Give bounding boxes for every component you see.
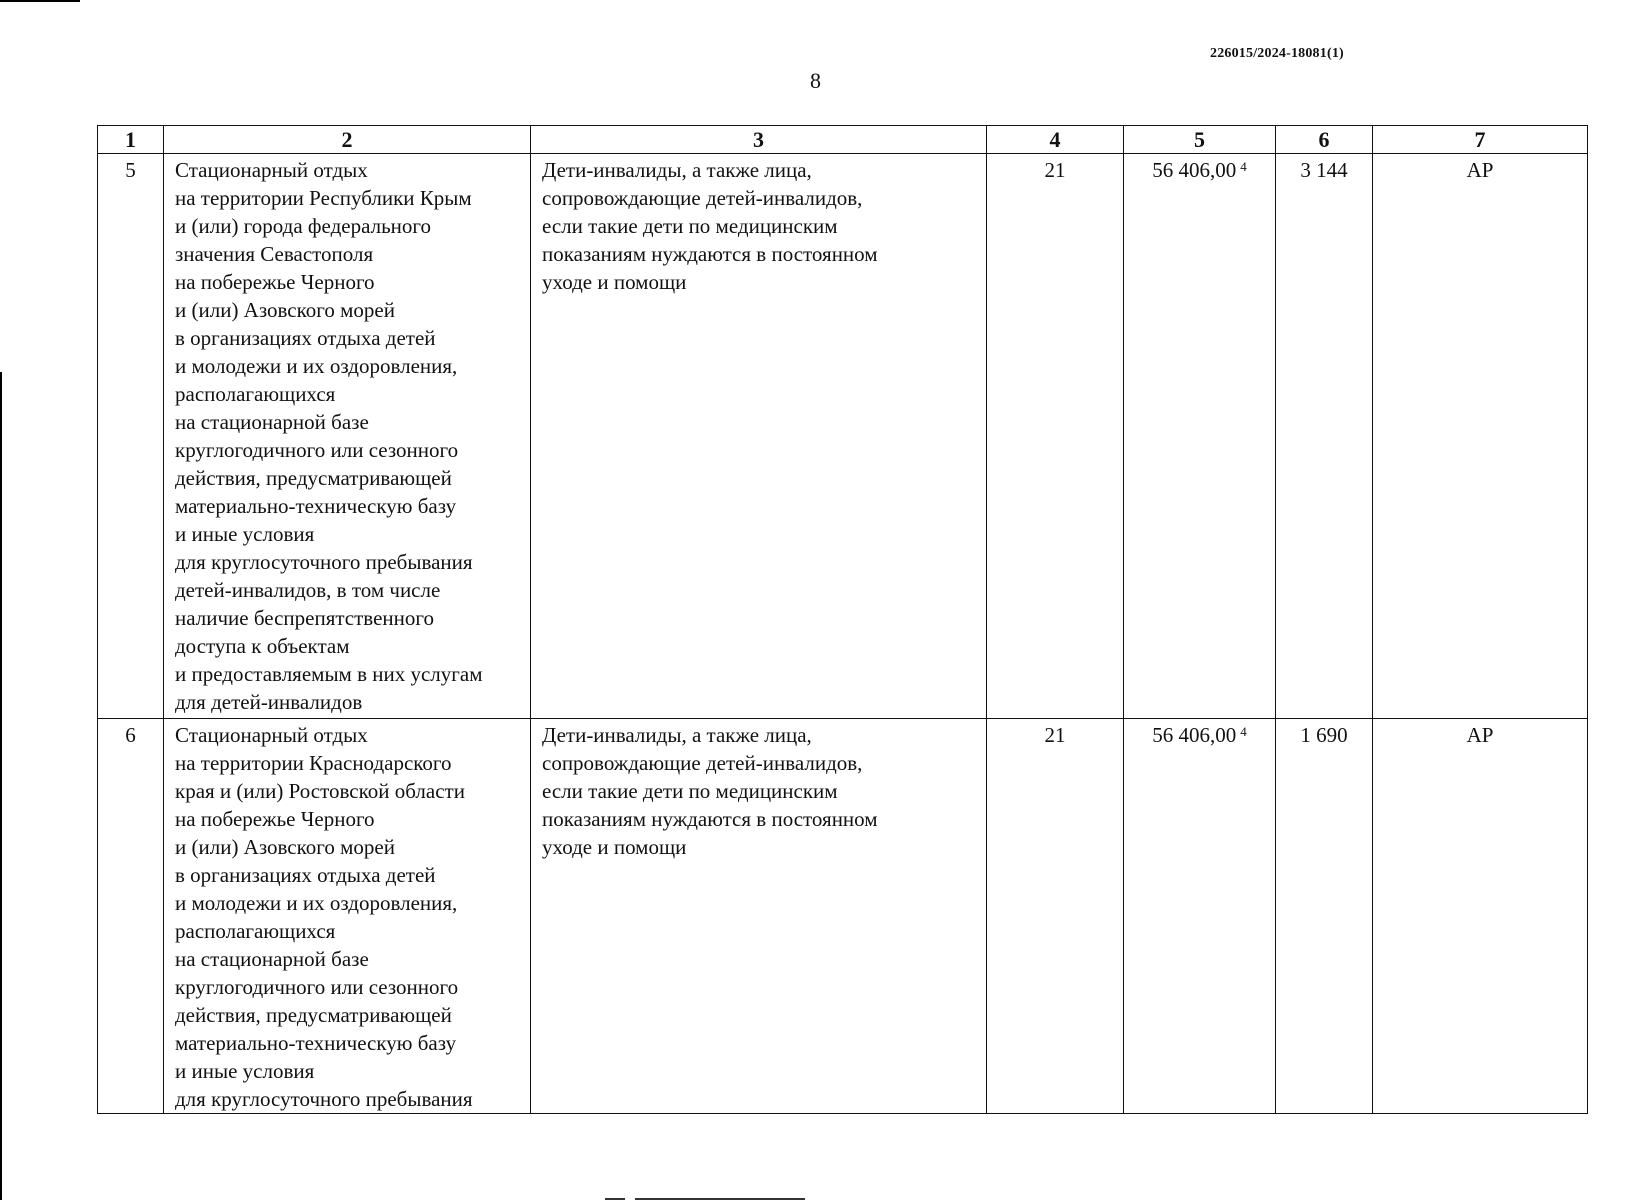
description-line: и молодежи и их оздоровления, — [175, 891, 458, 915]
service-description — [164, 719, 531, 1114]
description-line: для круглосуточного пребывания — [175, 1087, 473, 1111]
description-line: на территории Краснодарского — [175, 751, 452, 775]
recipient-category — [531, 719, 987, 1114]
description-line: детей-инвалидов, в том числе — [175, 578, 441, 602]
row-number: 6 — [98, 719, 164, 1114]
column-header-5: 5 — [1124, 126, 1276, 154]
column-header-6: 6 — [1276, 126, 1373, 154]
description-line: располагающихся — [175, 382, 336, 406]
days-value: 21 — [987, 154, 1124, 719]
category-line: если такие дети по медицинским — [542, 779, 838, 803]
description-line: и (или) Азовского морей — [175, 835, 395, 859]
price-value: 56 406,00 — [1152, 723, 1237, 747]
description-line: материально-техническую базу — [175, 1031, 457, 1055]
description-line: на стационарной базе — [175, 410, 369, 434]
days-value: 21 — [987, 719, 1124, 1114]
code-value: АР — [1373, 154, 1588, 719]
description-line: для круглосуточного пребывания — [175, 550, 473, 574]
price-cell — [1124, 719, 1276, 1114]
description-line: и молодежи и их оздоровления, — [175, 354, 458, 378]
category-line: сопровождающие детей-инвалидов, — [542, 186, 863, 210]
description-line: края и (или) Ростовской области — [175, 779, 465, 803]
description-line: и иные условия — [175, 522, 315, 546]
description-line: наличие беспрепятственного — [175, 606, 434, 630]
description-line: круглогодичного или сезонного — [175, 975, 459, 999]
scan-edge-top — [0, 0, 80, 2]
category-line: показаниям нуждаются в постоянном — [542, 242, 878, 266]
table-row — [98, 719, 1588, 1114]
service-description — [164, 154, 531, 719]
description-line: для детей-инвалидов — [175, 690, 363, 714]
description-line: и предоставляемым в них услугам — [175, 662, 483, 686]
category-line: Дети-инвалиды, а также лица, — [542, 158, 812, 182]
quantity-value: 1 690 — [1276, 719, 1373, 1114]
document-number: 226015/2024-18081(1) — [1210, 46, 1344, 61]
description-line: доступа к объектам — [175, 634, 350, 658]
description-line: располагающихся — [175, 919, 336, 943]
row-number: 5 — [98, 154, 164, 719]
description-line: на стационарной базе — [175, 947, 369, 971]
table-header-row — [98, 126, 1588, 154]
column-header-7: 7 — [1373, 126, 1588, 154]
table-row — [98, 154, 1588, 719]
page-number: 8 — [810, 68, 821, 93]
description-line: и иные условия — [175, 1059, 315, 1083]
column-header-3: 3 — [531, 126, 987, 154]
description-line: и (или) Азовского морей — [175, 298, 395, 322]
column-header-2: 2 — [164, 126, 531, 154]
category-line: Дети-инвалиды, а также лица, — [542, 723, 812, 747]
services-table — [97, 125, 1588, 1114]
quantity-value: 3 144 — [1276, 154, 1373, 719]
description-line: материально-техническую базу — [175, 494, 457, 518]
category-line: сопровождающие детей-инвалидов, — [542, 751, 863, 775]
description-line: круглогодичного или сезонного — [175, 438, 459, 462]
category-line: уходе и помощи — [542, 835, 687, 859]
column-header-4: 4 — [987, 126, 1124, 154]
description-line: на побережье Черного — [175, 807, 375, 831]
description-line: на побережье Черного — [175, 270, 375, 294]
description-line: и (или) города федерального — [175, 214, 431, 238]
description-line: действия, предусматривающей — [175, 1003, 452, 1027]
price-value: 56 406,00 — [1152, 158, 1237, 182]
description-line: на территории Республики Крым — [175, 186, 472, 210]
description-line: в организациях отдыха детей — [175, 326, 436, 350]
description-line: Стационарный отдых — [175, 158, 368, 182]
price-footnote-mark: 4 — [1240, 159, 1247, 174]
column-header-1: 1 — [98, 126, 164, 154]
category-line: уходе и помощи — [542, 270, 687, 294]
description-line: действия, предусматривающей — [175, 466, 452, 490]
description-line: Стационарный отдых — [175, 723, 368, 747]
description-line: значения Севастополя — [175, 242, 374, 266]
category-line: если такие дети по медицинским — [542, 214, 838, 238]
code-value: АР — [1373, 719, 1588, 1114]
description-line: в организациях отдыха детей — [175, 863, 436, 887]
recipient-category — [531, 154, 987, 719]
scan-edge-left — [0, 372, 2, 1200]
category-line: показаниям нуждаются в постоянном — [542, 807, 878, 831]
price-footnote-mark: 4 — [1240, 724, 1247, 739]
price-cell — [1124, 154, 1276, 719]
